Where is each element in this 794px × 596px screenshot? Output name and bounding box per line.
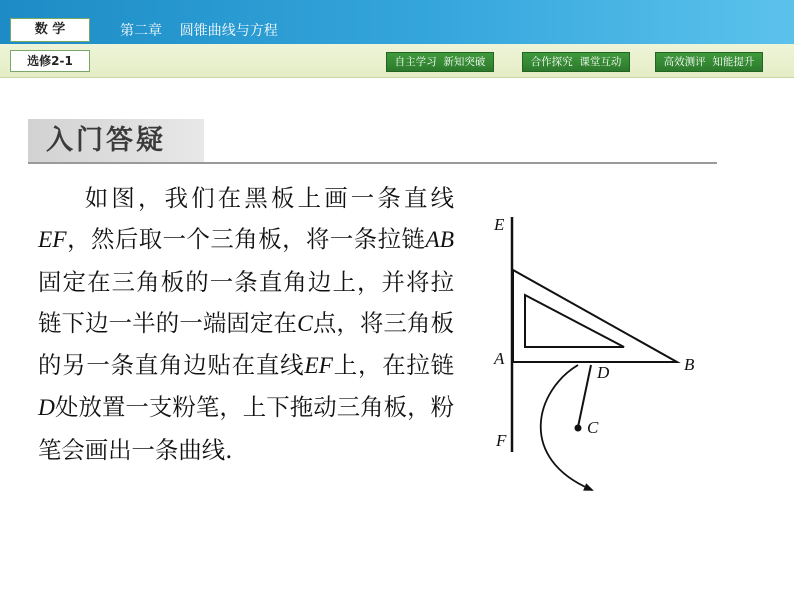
nav-button-assessment[interactable]: 高效测评 知能提升 xyxy=(655,52,763,72)
body-text-segment: 固定在三角板的一条直角边上，并将拉链下边一半的一端固定在 xyxy=(38,267,454,337)
traced-curve xyxy=(541,365,592,490)
section-divider xyxy=(28,162,717,164)
section-title: 入门答疑 xyxy=(46,125,166,156)
triangle-inner xyxy=(525,295,624,347)
body-text-segment: 点，将三角板的另一条直角边贴在直线 xyxy=(38,308,455,380)
chapter-title: 第二章 圆锥曲线与方程 xyxy=(120,23,278,39)
label-c: C xyxy=(587,418,599,437)
elective-label: 选修2-1 xyxy=(10,50,90,72)
triangle-zipper-figure xyxy=(480,200,720,510)
label-a: A xyxy=(494,349,505,368)
label-d: D xyxy=(597,363,610,382)
label-f: F xyxy=(496,431,507,450)
subject-label: 数 学 xyxy=(10,18,90,42)
nav-button-self-study[interactable]: 自主学习 新知突破 xyxy=(386,52,494,72)
math-symbol-ef: EF xyxy=(304,353,333,380)
body-paragraph xyxy=(38,178,454,471)
point-c xyxy=(575,425,582,432)
math-symbol-ab: AB xyxy=(425,227,454,254)
math-symbol-c: C xyxy=(297,310,313,337)
nav-button-cooperative-inquiry[interactable]: 合作探究 课堂互动 xyxy=(522,52,630,72)
body-text-segment: ，然后取一个三角板，将一条拉链 xyxy=(66,225,426,254)
label-b: B xyxy=(684,355,695,374)
math-symbol-ef: EF xyxy=(38,227,67,254)
math-symbol-d: D xyxy=(38,395,55,422)
label-e: E xyxy=(494,215,505,234)
triangle-outer xyxy=(513,270,677,362)
body-text-segment: 如图，我们在黑板上画一条直线 xyxy=(84,184,454,212)
body-text-segment: 处放置一支粉笔，上下拖动三角板，粉笔会画出一条曲线. xyxy=(38,393,454,464)
body-text-segment: 上，在拉链 xyxy=(332,351,455,380)
section-heading xyxy=(28,119,204,163)
